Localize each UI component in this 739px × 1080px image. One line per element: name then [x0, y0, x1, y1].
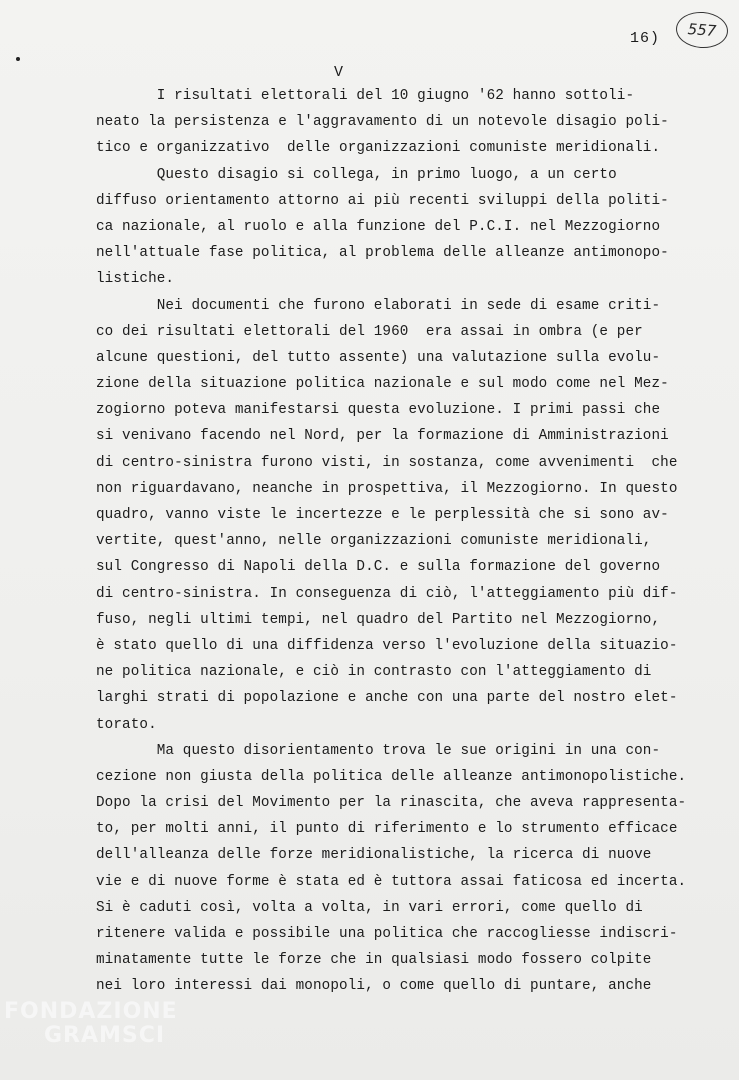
watermark-line-2: GRAMSCI: [44, 1023, 166, 1048]
text-line: si venivano facendo nel Nord, per la formazione di Amministrazioni: [96, 428, 669, 445]
text-line: listiche.: [96, 271, 175, 288]
text-line: diffuso orientamento attorno ai più recenti sviluppi della politi-: [96, 192, 669, 209]
text-line: cezione non giusta della politica delle alleanze antimonopolistiche.: [96, 768, 687, 785]
archive-watermark: [4, 1000, 178, 1048]
text-line: Dopo la crisi del Movimento per la rinascita, che aveva rappresenta-: [96, 795, 687, 812]
text-line: tico e organizzativo delle organizzazioni comuniste meridionali.: [96, 140, 661, 157]
chapter-heading: V: [334, 64, 344, 81]
text-line: co dei risultati elettorali del 1960 era assai in ombra (e per: [96, 323, 643, 340]
text-line: zogiorno poteva manifestarsi questa evoluzione. I primi passi che: [96, 402, 661, 419]
text-line: nell'attuale fase politica, al problema delle alleanze antimonopo-: [96, 245, 669, 262]
text-line: to, per molti anni, il punto di riferimento e lo strumento efficace: [96, 821, 678, 838]
text-line: Si è caduti così, volta a volta, in vari errori, come quello di: [96, 899, 643, 916]
text-line: nei loro interessi dai monopoli, o come quello di puntare, anche: [96, 978, 652, 995]
page-number: 16): [630, 30, 661, 47]
text-line: alcune questioni, del tutto assente) una valutazione sulla evolu-: [96, 349, 661, 366]
text-line: neato la persistenza e l'aggravamento di un notevole disagio poli-: [96, 114, 669, 131]
text-line: Questo disagio si collega, in primo luogo, a un certo: [96, 166, 617, 183]
text-line: non riguardavano, neanche in prospettiva, il Mezzogiorno. In questo: [96, 480, 678, 497]
text-line: è stato quello di una diffidenza verso l'evoluzione della situazio-: [96, 637, 678, 654]
text-line: zione della situazione politica nazionale e sul modo come nel Mez-: [96, 376, 669, 393]
text-line: ne politica nazionale, e ciò in contrasto con l'atteggiamento di: [96, 664, 652, 681]
text-line: quadro, vanno viste le incertezze e le perplessità che si sono av-: [96, 507, 669, 523]
text-line: vie e di nuove forme è stata ed è tuttora assai faticosa ed incerta.: [96, 873, 687, 890]
archive-stamp: 557: [675, 10, 729, 50]
text-line: ritenere valida e possibile una politica che raccogliesse indiscri-: [96, 926, 678, 942]
body-text: [96, 83, 716, 1000]
text-line: ca nazionale, al ruolo e alla funzione del P.C.I. nel Mezzogiorno: [96, 218, 661, 235]
text-line: fuso, negli ultimi tempi, nel quadro del Partito nel Mezzogiorno,: [96, 611, 661, 628]
watermark-line-1: FONDAZIONE: [4, 999, 178, 1024]
text-line: Ma questo disorientamento trova le sue origini in una con-: [96, 742, 661, 759]
text-line: minatamente tutte le forze che in qualsiasi modo fossero colpite: [96, 952, 652, 969]
text-line: dell'alleanza delle forze meridionalistiche, la ricerca di nuove: [96, 847, 652, 864]
text-line: torato.: [96, 716, 157, 733]
text-line: di centro-sinistra. In conseguenza di ciò, l'atteggiamento più dif-: [96, 585, 678, 602]
text-line: Nei documenti che furono elaborati in sede di esame criti-: [96, 297, 661, 314]
text-line: larghi strati di popolazione e anche con una parte del nostro elet-: [96, 690, 678, 707]
text-line: vertite, quest'anno, nelle organizzazioni comuniste meridionali,: [96, 533, 652, 550]
text-line: sul Congresso di Napoli della D.C. e sulla formazione del governo: [96, 559, 661, 576]
text-line: di centro-sinistra furono visti, in sostanza, come avvenimenti che: [96, 454, 678, 471]
margin-dot: [16, 57, 20, 61]
text-line: I risultati elettorali del 10 giugno '62 hanno sottoli-: [96, 88, 635, 104]
